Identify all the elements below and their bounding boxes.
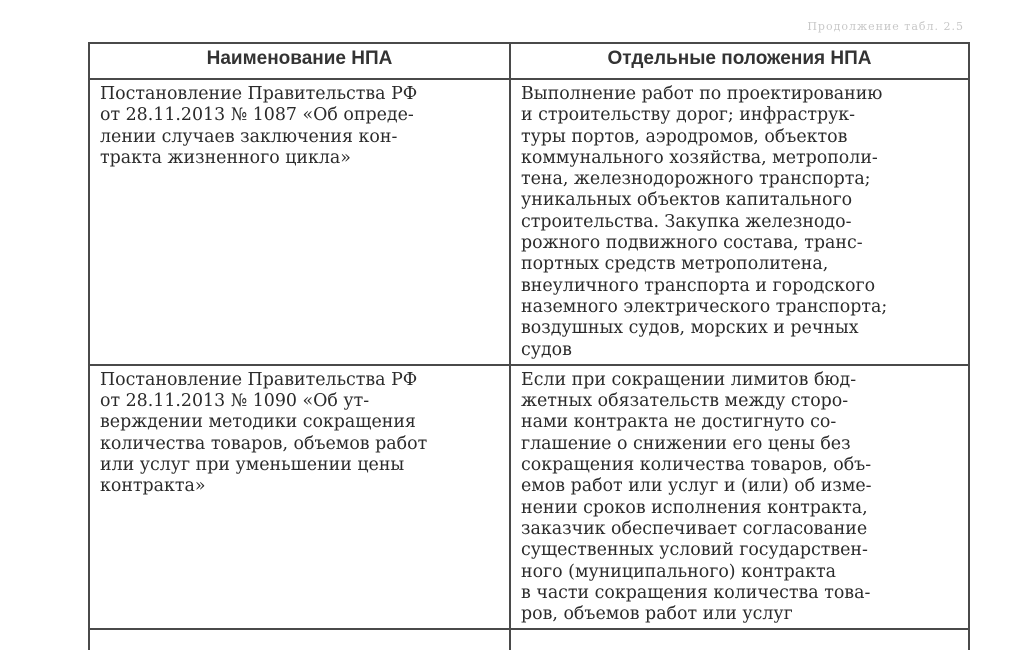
text-line: от 28.11.2013 № 1090 «Об ут-: [100, 391, 370, 412]
header-npa-provisions: Отдельные положения НПА: [510, 43, 969, 79]
text-line: рожного подвижного состава, транс-: [521, 233, 863, 254]
text-line: Если при сокращении лимитов бюд-: [521, 369, 857, 390]
text-line: емов работ или услуг и (или) об изме-: [521, 476, 872, 497]
text-line: контракта»: [100, 476, 206, 497]
text-line: тена, железнодорожного транспорта;: [521, 169, 871, 190]
text-line: в части сокращения количества това-: [521, 582, 871, 603]
text-line: наземного электрического транспорта;: [521, 296, 888, 317]
text-line: или услуг при уменьшении цены: [100, 455, 405, 476]
continuation-cell: [89, 629, 510, 650]
text-line: заказчик обеспечивает согласование: [521, 518, 868, 539]
text-line: существенных условий государствен-: [521, 540, 868, 561]
text-line: Выполнение работ по проектированию: [521, 84, 883, 104]
text-line: верждении методики сокращения: [100, 412, 416, 433]
header-npa-name: Наименование НПА: [89, 43, 510, 79]
text-line: воздушных судов, морских и речных: [521, 318, 859, 339]
text-line: глашение о снижении его цены без: [521, 433, 851, 454]
table-row-continuation: [89, 629, 969, 650]
text-line: количества товаров, объемов работ: [100, 433, 428, 454]
text-line: коммунального хозяйства, метрополи-: [521, 147, 878, 168]
text-line: Постановление Правительства РФ: [100, 369, 418, 390]
text-line: лении случаев заключения кон-: [100, 126, 398, 147]
table-header-row: [89, 43, 969, 79]
text-line: строительства. Закупка железнодо-: [521, 211, 852, 232]
text-line: портных средств метрополитена,: [521, 254, 829, 275]
text-line: и строительству дорог; инфраструк-: [521, 105, 856, 126]
npa-name-cell: [89, 79, 510, 365]
text-line: Постановление Правительства РФ: [100, 84, 418, 104]
text-line: нении сроков исполнения контракта,: [521, 497, 868, 518]
table-row: [89, 79, 969, 365]
text-line: внеуличного транспорта и городского: [521, 275, 876, 296]
text-line: судов: [521, 339, 572, 360]
text-line: уникальных объектов капитального: [521, 190, 853, 211]
npa-name-cell: [89, 365, 510, 630]
text-line: жетных обязательств между сторо-: [521, 391, 849, 412]
npa-provisions-cell: [510, 365, 969, 630]
continuation-cell: [510, 629, 969, 650]
text-line: тракта жизненного цикла»: [100, 147, 351, 168]
table-row: [89, 365, 969, 630]
text-line: от 28.11.2013 № 1087 «Об опреде-: [100, 105, 414, 126]
npa-provisions-cell: [510, 79, 969, 365]
text-line: сокращения количества товаров, объ-: [521, 455, 872, 476]
table-continuation-note: Продолжение табл. 2.5: [807, 20, 964, 33]
text-line: ров, объемов работ или услуг: [521, 604, 793, 625]
text-line: туры портов, аэродромов, объектов: [521, 126, 848, 147]
text-line: ного (муниципального) контракта: [521, 561, 837, 582]
text-line: нами контракта не достигнуто со-: [521, 412, 837, 433]
npa-table: [88, 42, 970, 650]
